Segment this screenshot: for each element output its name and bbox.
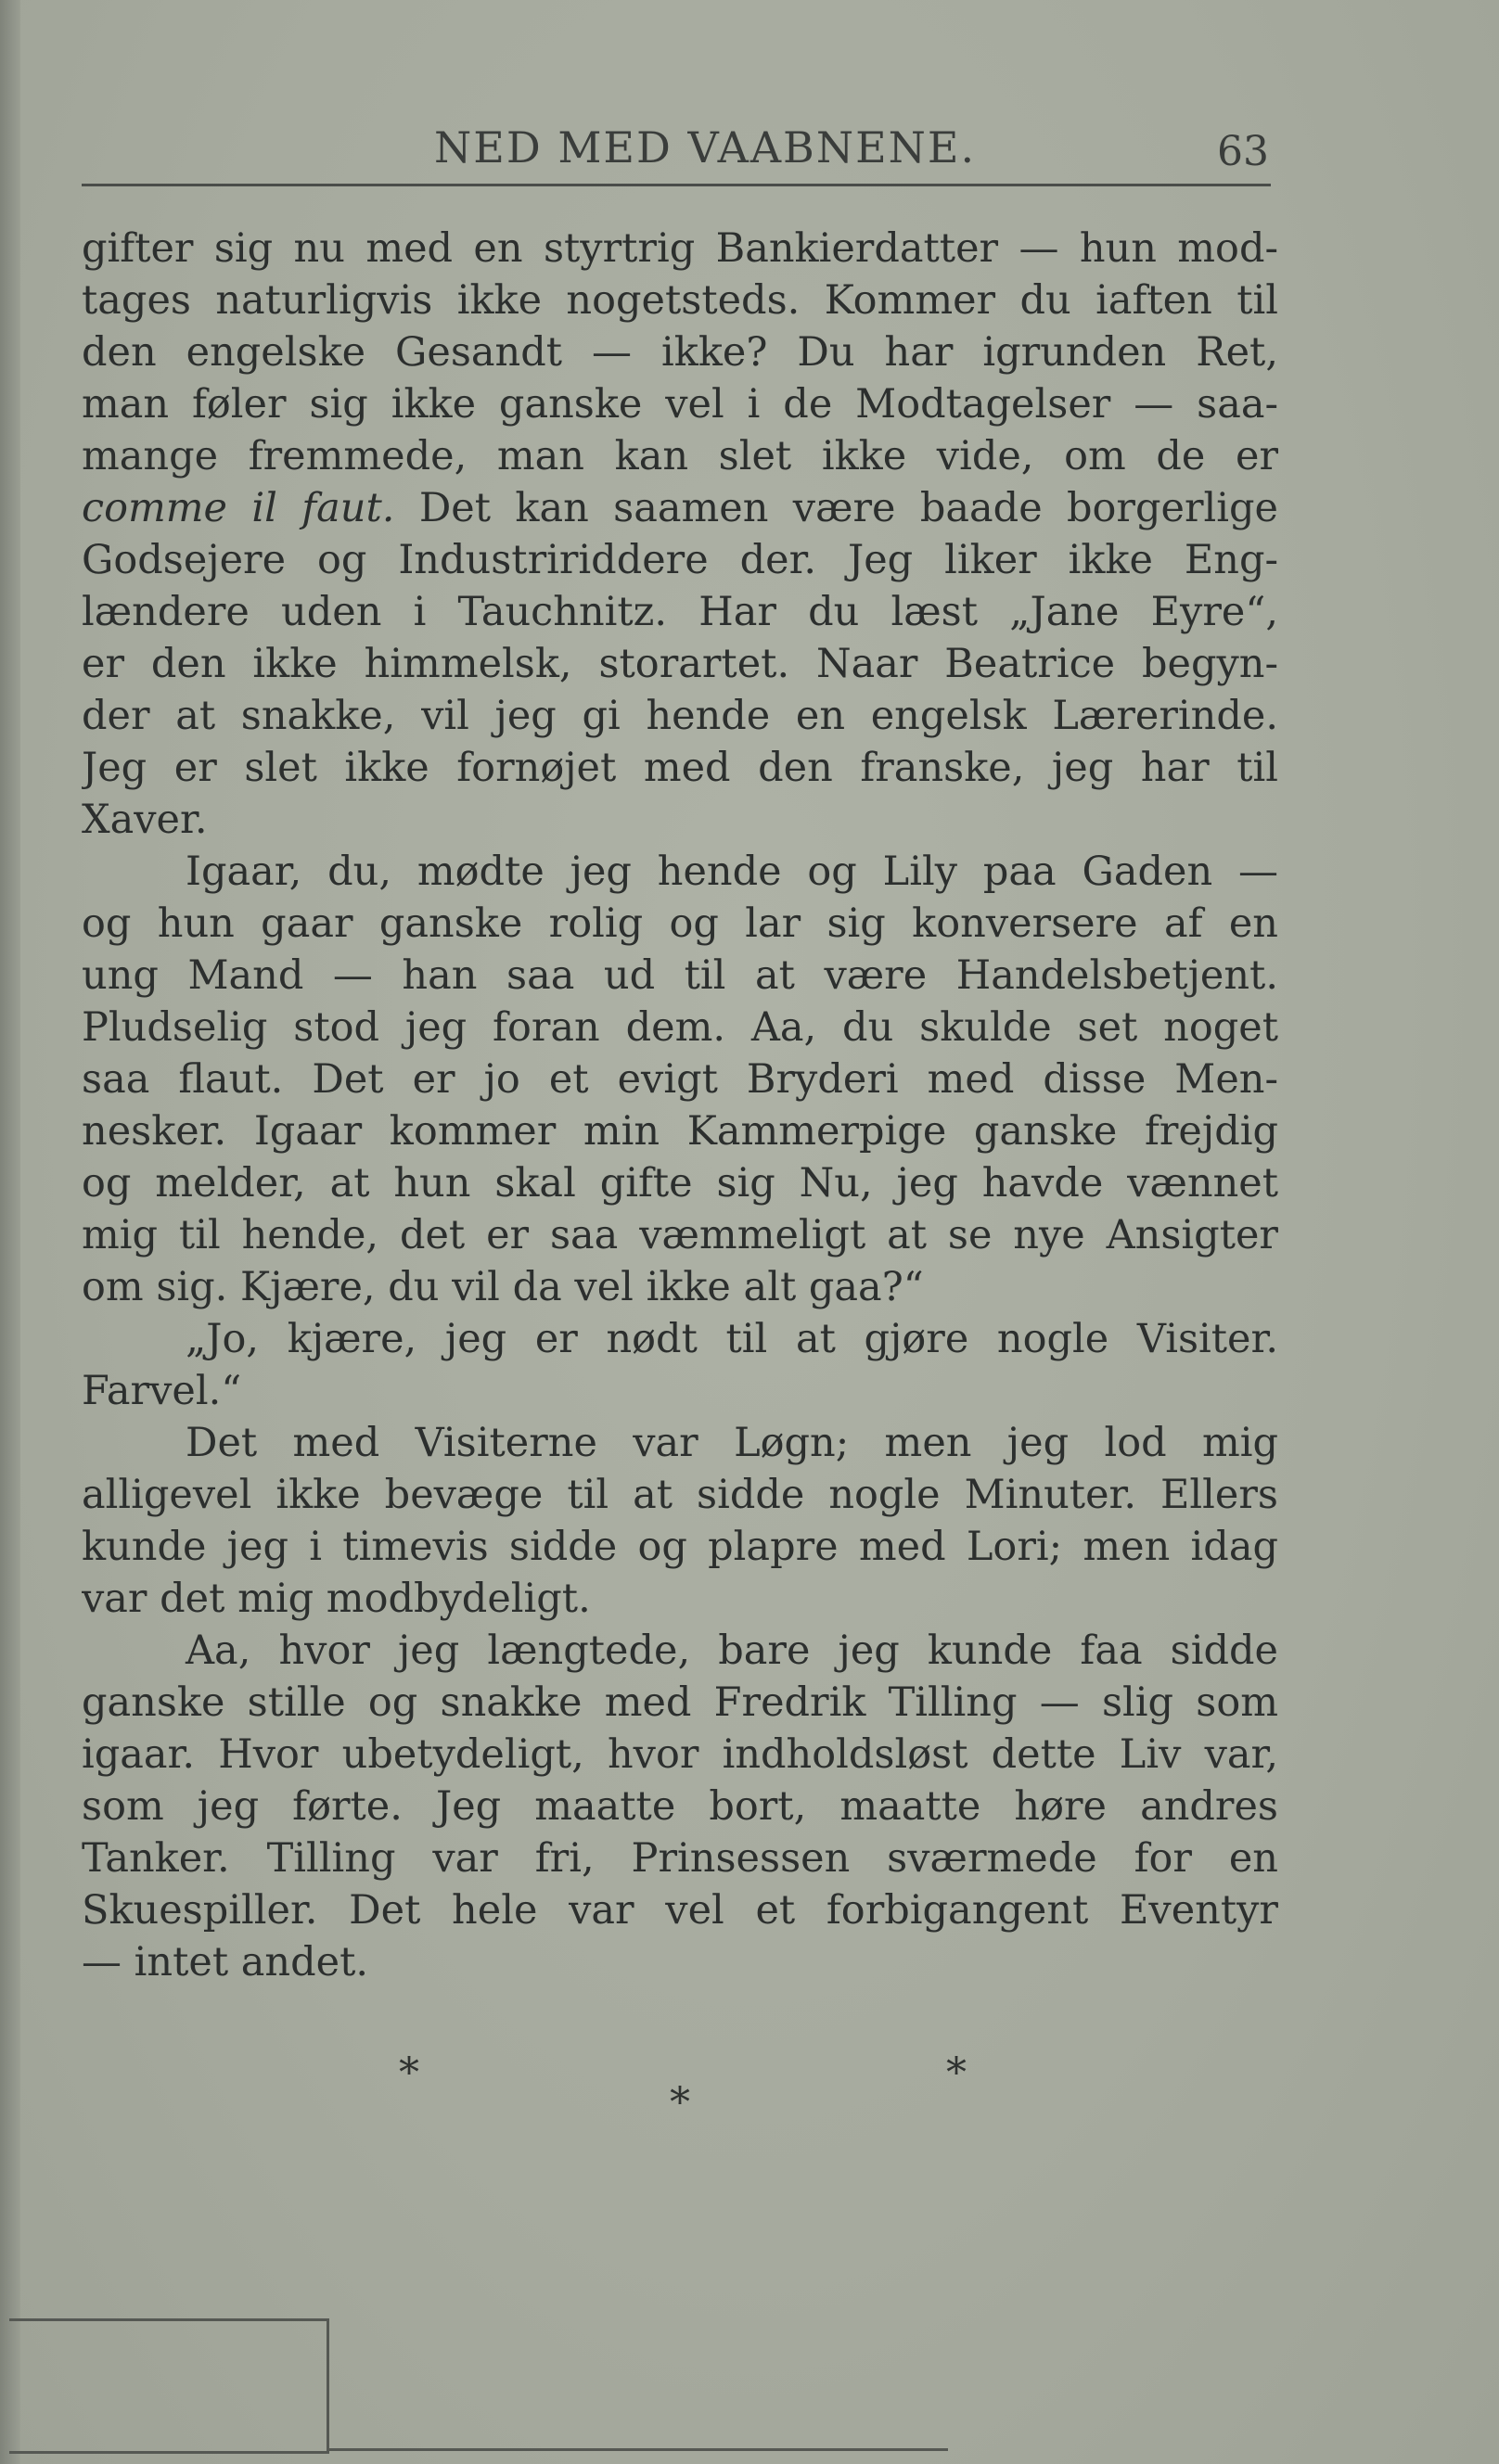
- page-number: 63: [1217, 128, 1269, 175]
- text-line: nesker. Igaar kommer min Kammerpige ganske frejdig: [82, 1108, 1278, 1155]
- text-line: man føler sig ikke ganske vel i de Modtagelser — saa-: [82, 381, 1278, 428]
- text-line: mig til hende, det er saa væmmeligt at se nye Ansigter: [82, 1212, 1278, 1258]
- asterisk: *: [946, 2049, 967, 2097]
- text-line: ung Mand — han saa ud til at være Handelsbetjent.: [82, 952, 1278, 999]
- text-line: som jeg førte. Jeg maatte bort, maatte høre andres: [82, 1783, 1278, 1830]
- text-line-with-italic: [82, 482, 1278, 534]
- text-line: gifter sig nu med en styrtrig Bankierdatter — hun mod-: [82, 225, 1278, 272]
- text-line: — intet andet.: [82, 1939, 369, 1985]
- text-line: tages naturligvis ikke nogetsteds. Kommer du iaften til: [82, 277, 1278, 324]
- running-title: NED MED VAABNENE.: [434, 122, 977, 172]
- text-line: den engelske Gesandt — ikke? Du har igrunden Ret,: [82, 329, 1278, 376]
- asterisk: *: [670, 2079, 690, 2126]
- italic-phrase: comme il faut.: [82, 485, 395, 531]
- text-line: Igaar, du, mødte jeg hende og Lily paa Gaden —: [186, 849, 1278, 895]
- text-line: ganske stille og snakke med Fredrik Tilling — slig som: [82, 1679, 1278, 1726]
- text-line: lændere uden i Tauchnitz. Har du læst „Jane Eyre“,: [82, 589, 1278, 635]
- text-line: saa flaut. Det er jo et evigt Bryderi med disse Men-: [82, 1056, 1278, 1103]
- section-break-asterisks: [0, 2049, 1499, 2124]
- text-line: Tanker. Tilling var fri, Prinsessen sværmede for en: [82, 1835, 1278, 1882]
- text-line: „Jo, kjære, jeg er nødt til at gjøre nogle Visiter.: [186, 1316, 1278, 1362]
- text-line: Skuespiller. Det hele var vel et forbigangent Eventyr: [82, 1887, 1278, 1934]
- page-header: [82, 109, 1269, 174]
- text-line: er den ikke himmelsk, storartet. Naar Beatrice begyn-: [82, 641, 1278, 687]
- text-line: om sig. Kjære, du vil da vel ikke alt gaa?“: [82, 1264, 924, 1310]
- text-line: Aa, hvor jeg længtede, bare jeg kunde faa sidde: [186, 1628, 1278, 1674]
- text-line: Xaver.: [82, 797, 208, 843]
- text-line: Godsejere og Industririddere der. Jeg liker ikke Eng-: [82, 537, 1278, 583]
- text-line: alligevel ikke bevæge til at sidde nogle Minuter. Ellers: [82, 1472, 1278, 1518]
- text-line: der at snakke, vil jeg gi hende en engelsk Lærerinde.: [82, 693, 1278, 739]
- text-line: kunde jeg i timevis sidde og plapre med Lori; men idag: [82, 1524, 1278, 1570]
- text-line: og hun gaar ganske rolig og lar sig konversere af en: [82, 900, 1278, 947]
- text-line: Det med Visiterne var Løgn; men jeg lod mig: [186, 1420, 1278, 1466]
- text-line: igaar. Hvor ubetydeligt, hvor indholdsløst dette Liv var,: [82, 1731, 1278, 1778]
- text-segment: Det kan saamen være baade borgerlige: [418, 485, 1278, 531]
- text-line: var det mig modbydeligt.: [82, 1576, 591, 1622]
- text-line: Jeg er slet ikke fornøjet med den franske, jeg har til: [82, 745, 1278, 791]
- stamp-rule: [327, 2448, 948, 2451]
- body-text: [82, 223, 1278, 1988]
- library-stamp-box: [9, 2318, 329, 2454]
- text-line: Pludselig stod jeg foran dem. Aa, du skulde set noget: [82, 1004, 1278, 1051]
- header-rule: [82, 184, 1271, 186]
- asterisk: *: [399, 2049, 419, 2097]
- text-line: Farvel.“: [82, 1368, 242, 1414]
- text-line: og melder, at hun skal gifte sig Nu, jeg havde vænnet: [82, 1160, 1278, 1206]
- text-line: mange fremmede, man kan slet ikke vide, om de er: [82, 433, 1278, 479]
